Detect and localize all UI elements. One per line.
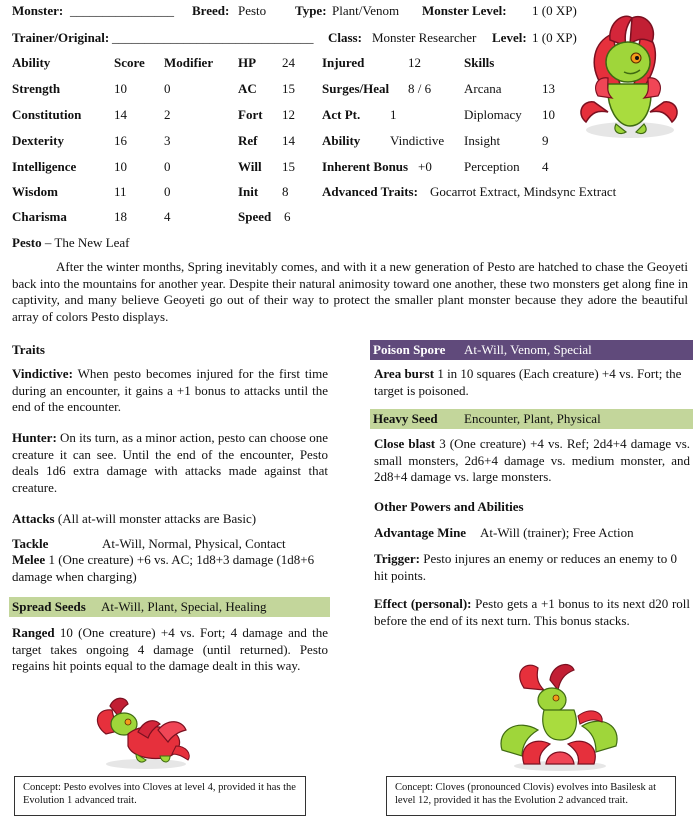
- heavy-seed-name: Heavy Seed: [373, 411, 438, 426]
- close-blast-label: Close blast: [374, 436, 436, 451]
- ability-trait-label: Ability: [322, 133, 361, 148]
- attacks-header-line: [12, 510, 256, 528]
- ability-col-header: Ability: [12, 55, 51, 70]
- ability-trait-value: Vindictive: [390, 133, 445, 148]
- surges-label: Surges/Heal: [322, 81, 390, 96]
- ability-name: Charisma: [12, 209, 67, 224]
- intro-paragraph: After the winter months, Spring inevitably comes, and with it a new generation of Pesto are hatched to chase the Geoyeti back into the mountains for another year. Despite their natural animosity toward one another, these two monsters get along fine in captivity, and many believe Geoyeti go out of their way to protect the smaller plant monster because they adore the beautiful array of colors Pesto displays.: [12, 259, 688, 324]
- inherent-bonus-label: Inherent Bonus: [322, 159, 409, 174]
- injured-value: 12: [408, 55, 421, 70]
- ranged-text: 10 (One creature) +4 vs. Fort; 4 damage and the target takes ongoing 4 damage (until returned). Pesto regains hit points equal to the damage dealt in this way.: [12, 625, 328, 674]
- modifier-col-header: Modifier: [164, 55, 214, 70]
- ability-score: 11: [114, 184, 127, 199]
- trigger-line: [374, 551, 690, 584]
- inherent-bonus-value: +0: [418, 159, 432, 174]
- init-value: 8: [282, 184, 289, 199]
- ability-score: 18: [114, 209, 127, 224]
- skill-name: Insight: [464, 133, 501, 148]
- monster-name-blank[interactable]: ________________: [70, 3, 174, 18]
- ability-mod: 4: [164, 209, 171, 224]
- heavy-seed-bar: [370, 409, 693, 429]
- poison-spore-area: [374, 366, 690, 399]
- ability-name: Dexterity: [12, 133, 64, 148]
- ability-mod: 0: [164, 184, 171, 199]
- ac-value: 15: [282, 81, 295, 96]
- monster-label: Monster:: [12, 3, 64, 18]
- skill-name: Perception: [464, 159, 520, 174]
- ability-mod: 0: [164, 159, 171, 174]
- ability-score: 10: [114, 81, 127, 96]
- monster-level-label: Monster Level:: [422, 3, 507, 18]
- will-value: 15: [282, 159, 295, 174]
- ability-score: 10: [114, 159, 127, 174]
- skills-header: Skills: [464, 55, 495, 70]
- trainer-level-label: Level:: [492, 30, 527, 45]
- trigger-text: Pesto injures an enemy or reduces an enemy to 0 hit points.: [374, 551, 678, 583]
- breed-label: Breed:: [192, 3, 230, 18]
- ability-score: 14: [114, 107, 127, 122]
- melee-text: 1 (One creature) +6 vs. AC; 1d8+3 damage (1d8+6 damage when charging): [12, 552, 315, 584]
- ability-mod: 2: [164, 107, 171, 122]
- trainer-level-value: 1 (0 XP): [532, 30, 577, 45]
- advantage-mine-line: [374, 524, 690, 542]
- ability-name: Intelligence: [12, 159, 77, 174]
- ac-label: AC: [238, 81, 257, 96]
- skill-value: 10: [542, 107, 555, 122]
- fort-value: 12: [282, 107, 295, 122]
- class-value: Monster Researcher: [372, 30, 477, 45]
- poison-spore-bar: [370, 340, 693, 360]
- skill-value: 4: [542, 159, 549, 174]
- score-col-header: Score: [114, 55, 145, 70]
- skill-value: 13: [542, 81, 555, 96]
- ability-mod: 0: [164, 81, 171, 96]
- trigger-label: Trigger:: [374, 551, 420, 566]
- type-label: Type:: [295, 3, 327, 18]
- heavy-seed-close: [374, 436, 690, 486]
- poison-spore-name: Poison Spore: [373, 342, 446, 357]
- action-point-value: 1: [390, 107, 397, 122]
- surges-value: 8 / 6: [408, 81, 432, 96]
- effect-label: Effect (personal):: [374, 596, 472, 611]
- area-burst-label: Area burst: [374, 366, 435, 381]
- ability-mod: 3: [164, 133, 171, 148]
- tackle-melee: [12, 552, 328, 585]
- will-label: Will: [238, 159, 262, 174]
- ref-label: Ref: [238, 133, 258, 148]
- ability-name: Constitution: [12, 107, 82, 122]
- init-label: Init: [238, 184, 259, 199]
- fort-label: Fort: [238, 107, 263, 122]
- heavy-seed-tags: Encounter, Plant, Physical: [464, 411, 601, 426]
- vindictive-trait: [12, 366, 328, 416]
- melee-label: Melee: [12, 552, 46, 567]
- spread-seeds-bar: [9, 597, 330, 617]
- injured-label: Injured: [322, 55, 365, 70]
- skill-value: 9: [542, 133, 549, 148]
- breed-value: Pesto: [238, 3, 267, 18]
- attacks-header: Attacks: [12, 511, 55, 526]
- spread-seeds-name: Spread Seeds: [12, 599, 86, 614]
- monster-subtitle: – The New Leaf: [41, 235, 130, 250]
- close-blast-text: 3 (One creature) +4 vs. Ref; 2d4+4 damage vs. small monsters, 2d6+4 damage vs. medium monster, and 2d8+4 damage vs. large monsters.: [374, 436, 690, 485]
- concept-box-cloves: Concept: Cloves (pronounced Clovis) evolves into Basilesk at level 12, provided it has the Evolution 2 advanced trait.: [386, 776, 676, 816]
- type-value: Plant/Venom: [332, 3, 400, 18]
- concept-box-pesto: Concept: Pesto evolves into Cloves at level 4, provided it has the Evolution 1 advanced trait.: [14, 776, 306, 816]
- speed-value: 6: [284, 209, 291, 224]
- pesto-illustration: [88, 694, 198, 770]
- monster-name-heading: Pesto: [12, 235, 42, 250]
- tackle-power-line: [12, 535, 328, 553]
- other-powers-header: Other Powers and Abilities: [374, 499, 524, 514]
- vindictive-text: When pesto becomes injured for the first time during an encounter, it gains a +1 bonus to attacks until the end of the encounter.: [12, 366, 328, 415]
- skill-name: Arcana: [464, 81, 502, 96]
- ranged-label: Ranged: [12, 625, 55, 640]
- ref-value: 14: [282, 133, 295, 148]
- advanced-traits-value: Gocarrot Extract, Mindsync Extract: [430, 184, 617, 199]
- effect-text: Pesto gets a +1 bonus to its next d20 roll before the end of its next turn. This bonus stacks.: [374, 596, 690, 628]
- ability-score: 16: [114, 133, 127, 148]
- hunter-trait: [12, 430, 328, 496]
- hp-label: HP: [238, 55, 257, 70]
- trainer-label: Trainer/Original:: [12, 30, 110, 45]
- effect-line: [374, 596, 690, 629]
- intro-title: [12, 234, 129, 252]
- action-point-label: Act Pt.: [322, 107, 361, 122]
- hunter-text: On its turn, as a minor action, pesto can choose one creature it can see. Until the end of the encounter, Pesto deals 1d6 extra damage with attacks made against that creature.: [12, 430, 328, 495]
- hunter-label: Hunter:: [12, 430, 57, 445]
- trainer-blank[interactable]: _______________________________: [112, 30, 314, 45]
- class-label: Class:: [328, 30, 362, 45]
- pesto-portrait: [568, 4, 688, 144]
- cloves-illustration: [494, 660, 624, 772]
- area-burst-text: 1 in 10 squares (Each creature) +4 vs. Fort; the target is poisoned.: [374, 366, 682, 398]
- skill-name: Diplomacy: [464, 107, 522, 122]
- ability-name: Strength: [12, 81, 61, 96]
- speed-label: Speed: [238, 209, 272, 224]
- poison-spore-tags: At-Will, Venom, Special: [464, 342, 592, 357]
- advantage-mine-name: Advantage Mine: [374, 525, 467, 540]
- tackle-tags: At-Will, Normal, Physical, Contact: [102, 536, 286, 551]
- monster-level-value: 1 (0 XP): [532, 3, 577, 18]
- advanced-traits-label: Advanced Traits:: [322, 184, 418, 199]
- attacks-note: (All at-will monster attacks are Basic): [54, 511, 257, 526]
- spread-seeds-ranged: [12, 625, 328, 675]
- tackle-name: Tackle: [12, 536, 49, 551]
- traits-header: Traits: [12, 342, 45, 357]
- ability-name: Wisdom: [12, 184, 58, 199]
- spread-seeds-tags: At-Will, Plant, Special, Healing: [101, 599, 267, 614]
- hp-value: 24: [282, 55, 295, 70]
- vindictive-label: Vindictive:: [12, 366, 73, 381]
- advantage-mine-tags: At-Will (trainer); Free Action: [480, 525, 634, 540]
